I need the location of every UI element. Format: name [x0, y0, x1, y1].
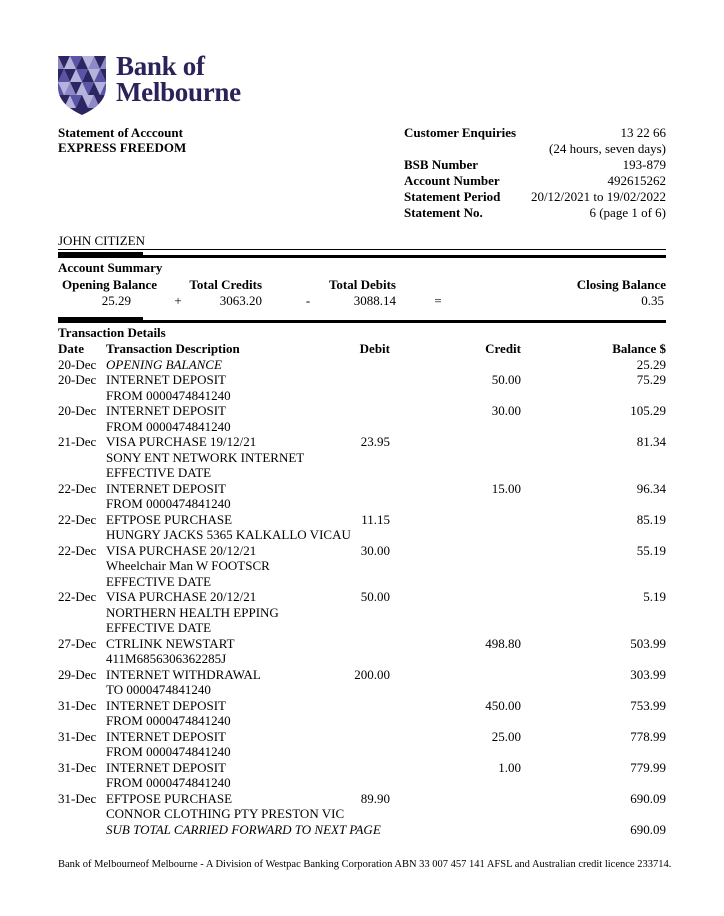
description-line: INTERNET DEPOSIT	[106, 372, 227, 387]
transaction-balance: 105.29	[630, 403, 666, 418]
description-line: INTERNET DEPOSIT	[106, 403, 227, 418]
transaction-debit: 50.00	[360, 589, 390, 604]
info-value: 492615262	[607, 173, 666, 188]
info-label: Account Number	[404, 173, 500, 188]
transaction-row	[58, 512, 666, 543]
description-line: INTERNET WITHDRAWAL	[106, 666, 261, 682]
transaction-table-header	[58, 341, 666, 357]
account-summary-title: Account Summary	[58, 260, 163, 275]
description-line: FROM 0000474841240	[106, 387, 231, 403]
transaction-credit: 15.00	[491, 480, 521, 496]
description-line: CONNOR CLOTHING PTY PRESTON VIC	[106, 806, 345, 821]
transaction-credit: 498.80	[485, 635, 521, 651]
description-line: INTERNET DEPOSIT	[106, 480, 227, 496]
transaction-row	[58, 372, 666, 403]
transaction-balance: 503.99	[630, 635, 666, 651]
transaction-debit: 23.95	[360, 434, 390, 449]
section-bar-rule	[143, 255, 666, 258]
section-bar-rule	[143, 320, 666, 323]
section-bar-tab	[58, 252, 143, 258]
product-name: EXPRESS FREEDOM	[58, 140, 187, 155]
transaction-description	[106, 821, 381, 838]
bank-wordmark	[116, 53, 241, 105]
transaction-description	[106, 511, 351, 543]
info-value: (24 hours, seven days)	[549, 141, 666, 156]
transaction-credit: 450.00	[485, 697, 521, 713]
transaction-row	[58, 481, 666, 512]
description-line: Wheelchair Man W FOOTSCR	[106, 558, 270, 573]
description-line: SONY ENT NETWORK INTERNET	[106, 449, 305, 465]
description-line: VISA PURCHASE 20/12/21	[106, 589, 257, 604]
transaction-date: 22-Dec	[58, 511, 97, 527]
statement-info-row	[404, 157, 666, 173]
description-line: EFFECTIVE DATE	[106, 573, 212, 589]
transaction-rows	[58, 357, 666, 838]
column-header-date: Date	[58, 341, 84, 356]
description-line: 411M6856306362285J	[106, 651, 227, 666]
description-line: HUNGRY JACKS 5365 KALKALLO VICAU	[106, 527, 351, 542]
transaction-description	[106, 698, 330, 729]
transaction-description	[106, 589, 330, 636]
description-line: INTERNET DEPOSIT	[106, 697, 227, 713]
transaction-balance: 25.29	[636, 356, 666, 372]
closing-balance-label: Closing Balance	[576, 277, 666, 292]
transaction-balance: 778.99	[630, 728, 666, 744]
transaction-date: 20-Dec	[58, 403, 97, 418]
description-line: FROM 0000474841240	[106, 775, 231, 790]
description-line: FROM 0000474841240	[106, 744, 231, 759]
statement-info-row	[404, 189, 666, 205]
transaction-row	[58, 698, 666, 729]
transaction-credit: 25.00	[491, 728, 521, 744]
column-header-description: Transaction Description	[106, 341, 240, 356]
transaction-balance: 96.34	[636, 480, 666, 496]
transaction-description	[106, 403, 330, 434]
transaction-row	[58, 403, 666, 434]
customer-name: JOHN CITIZEN	[58, 233, 666, 250]
transaction-row	[58, 667, 666, 698]
transaction-date: 31-Dec	[58, 697, 97, 713]
column-header-balance: Balance $	[612, 341, 666, 356]
shield-logo-icon	[58, 56, 106, 115]
plus-sign: +	[174, 293, 182, 308]
description-line: EFFECTIVE DATE	[106, 620, 212, 635]
transaction-debit: 30.00	[360, 542, 390, 558]
transaction-credit: 30.00	[491, 403, 521, 418]
info-label: BSB Number	[404, 157, 479, 172]
info-value: 6 (page 1 of 6)	[589, 205, 666, 220]
closing-balance-value: 0.35	[641, 293, 664, 308]
opening-balance-label: Opening Balance	[62, 277, 157, 292]
transaction-credit: 50.00	[491, 372, 521, 387]
description-line: CTRLINK NEWSTART	[106, 635, 235, 651]
transaction-details-title: Transaction Details	[58, 325, 166, 340]
description-line: TO 0000474841240	[106, 682, 211, 697]
transaction-description	[106, 667, 330, 698]
description-line: EFFECTIVE DATE	[106, 465, 212, 480]
transaction-description	[106, 481, 330, 512]
transaction-date: 22-Dec	[58, 589, 97, 604]
transaction-description	[106, 357, 330, 373]
transaction-debit: 89.90	[360, 790, 390, 806]
transaction-row	[58, 357, 666, 373]
transaction-row	[58, 791, 666, 822]
info-value: 13 22 66	[620, 125, 666, 140]
statement-info-row	[404, 173, 666, 189]
transaction-balance: 753.99	[630, 697, 666, 713]
statement-info-row	[404, 125, 666, 141]
info-label: Statement Period	[404, 189, 501, 204]
description-line: FROM 0000474841240	[106, 496, 231, 511]
transaction-balance: 303.99	[630, 666, 666, 682]
description-line: EFTPOSE PURCHASE	[106, 790, 233, 806]
description-line: OPENING BALANCE	[106, 356, 222, 372]
transaction-debit: 11.15	[361, 511, 390, 527]
transaction-description	[106, 790, 345, 822]
transaction-description	[106, 543, 330, 590]
transaction-date: 31-Dec	[58, 759, 97, 775]
statement-title: Statement of Acccount	[58, 125, 183, 140]
transaction-row	[58, 589, 666, 636]
description-line: VISA PURCHASE 20/12/21	[106, 542, 257, 558]
bank-wordmark-line2: Melbourne	[116, 77, 241, 107]
info-label: Statement No.	[404, 205, 483, 220]
transaction-description	[106, 372, 330, 403]
transaction-balance: 690.09	[630, 790, 666, 806]
transaction-date: 22-Dec	[58, 480, 97, 496]
transaction-balance: 81.34	[636, 434, 666, 449]
transaction-row	[58, 760, 666, 791]
transaction-date: 29-Dec	[58, 666, 97, 682]
transaction-balance: 5.19	[643, 589, 666, 604]
info-value: 20/12/2021 to 19/02/2022	[530, 189, 666, 204]
description-line: FROM 0000474841240	[106, 713, 231, 728]
statement-info-row	[404, 141, 666, 157]
transaction-description	[106, 760, 330, 791]
transaction-row	[58, 543, 666, 590]
minus-sign: -	[305, 293, 311, 308]
transaction-row	[58, 434, 666, 481]
transaction-details-bar	[58, 317, 666, 323]
transaction-description	[106, 636, 330, 667]
transaction-date: 22-Dec	[58, 542, 97, 558]
account-summary-row	[58, 276, 666, 310]
total-credits-value: 3063.20	[219, 293, 262, 308]
description-line: FROM 0000474841240	[106, 418, 231, 434]
transaction-date: 20-Dec	[58, 372, 97, 387]
transaction-date: 31-Dec	[58, 728, 97, 744]
transaction-description	[106, 434, 330, 481]
statement-title-block	[58, 125, 186, 221]
section-bar-tab	[58, 317, 143, 323]
total-debits-label: Total Debits	[328, 277, 396, 292]
transaction-balance: 75.29	[636, 372, 666, 387]
transaction-description	[106, 729, 330, 760]
transaction-credit: 1.00	[498, 759, 521, 775]
column-header-debit: Debit	[359, 341, 390, 356]
opening-balance-value: 25.29	[101, 293, 131, 308]
transaction-date: 21-Dec	[58, 434, 97, 449]
description-line: INTERNET DEPOSIT	[106, 728, 227, 744]
total-debits-value: 3088.14	[353, 293, 396, 308]
account-summary-bar	[58, 252, 666, 258]
statement-info	[404, 125, 666, 221]
statement-header	[58, 125, 666, 221]
description-line: VISA PURCHASE 19/12/21	[106, 434, 257, 449]
info-label: Customer Enquiries	[404, 125, 517, 140]
description-line: EFTPOSE PURCHASE	[106, 511, 233, 527]
info-value: 193-879	[622, 157, 666, 172]
bank-logo	[58, 51, 666, 115]
transaction-balance: 779.99	[630, 759, 666, 775]
transaction-row	[58, 822, 666, 838]
column-header-credit: Credit	[485, 341, 521, 356]
transaction-date: 27-Dec	[58, 635, 97, 651]
transaction-row	[58, 729, 666, 760]
transaction-balance: 690.09	[630, 821, 666, 837]
transaction-debit: 200.00	[354, 666, 390, 682]
transaction-row	[58, 636, 666, 667]
statement-info-row	[404, 205, 666, 221]
transaction-date: 31-Dec	[58, 790, 97, 806]
description-line: INTERNET DEPOSIT	[106, 759, 227, 775]
transaction-date: 20-Dec	[58, 356, 97, 372]
equals-sign: =	[434, 293, 442, 308]
transaction-balance: 85.19	[636, 511, 666, 527]
description-line: SUB TOTAL CARRIED FORWARD TO NEXT PAGE	[106, 821, 381, 837]
transaction-balance: 55.19	[636, 542, 666, 558]
footer-disclaimer: Bank of Melbourneof Melbourne - A Division of Westpac Banking Corporation ABN 33 007 457 141 AFSL and Australian credit licence 233714.	[58, 859, 672, 870]
total-credits-label: Total Credits	[189, 277, 262, 292]
bank-wordmark-line1: Bank of	[116, 51, 205, 81]
description-line: NORTHERN HEALTH EPPING	[106, 604, 279, 620]
